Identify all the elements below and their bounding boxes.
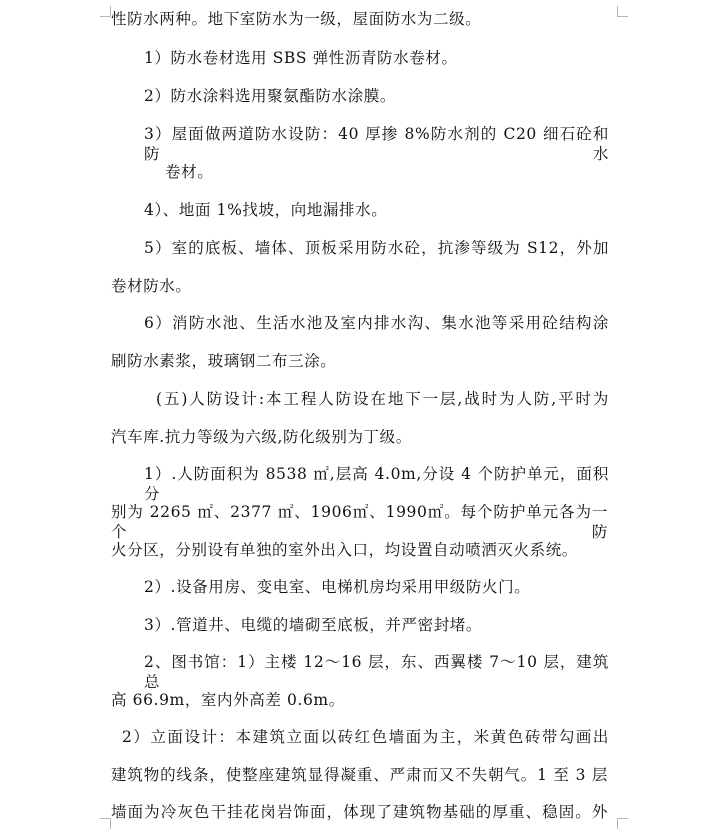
text-line-11: (五)人防设计:本工程人防设在地下一层,战时为人防,平时为 bbox=[156, 390, 609, 408]
text-line-1: 性防水两种。地下室防水为一级，屋面防水为二级。 bbox=[111, 10, 482, 28]
text-line-20: 2）立面设计：本建筑立面以砖红色墙面为主，米黄色砖带勾画出 bbox=[122, 728, 609, 746]
text-line-13: 1）.人防面积为 8538 ㎡,层高 4.0m,分设 4 个防护单元，面积分 bbox=[144, 465, 609, 503]
text-line-2: 1）防水卷材选用 SBS 弹性沥青防水卷材。 bbox=[144, 49, 458, 67]
text-line-19: 高 66.9m，室内外高差 0.6m。 bbox=[111, 691, 345, 709]
text-line-14: 别为 2265 ㎡、2377 ㎡、1906㎡、1990㎡。每个防护单元各为一个防 bbox=[111, 503, 608, 541]
text-line-21: 建筑物的线条，使整座建筑显得凝重、严肃而又不失朝气。1 至 3 层 bbox=[111, 766, 608, 784]
text-line-5: 卷材。 bbox=[165, 163, 214, 181]
page-corner-mark-top-left bbox=[100, 6, 111, 17]
text-line-16: 2）.设备用房、变电室、电梯机房均采用甲级防火门。 bbox=[144, 578, 531, 596]
text-line-9: 6）消防水池、生活水池及室内排水沟、集水池等采用砼结构涂 bbox=[144, 314, 609, 332]
text-line-4: 3）屋面做两道防水设防：40 厚掺 8%防水剂的 C20 细石砼和防水 bbox=[144, 125, 609, 163]
page-corner-mark-bottom-left bbox=[100, 818, 111, 829]
text-line-12: 汽车库.抗力等级为六级,防化级别为丁级。 bbox=[111, 428, 412, 446]
text-line-3: 2）防水涂料选用聚氨酯防水涂膜。 bbox=[144, 87, 396, 105]
page-corner-mark-top-right bbox=[617, 6, 628, 17]
text-line-18: 2、图书馆：1）主楼 12～16 层，东、西翼楼 7～10 层，建筑总 bbox=[144, 653, 609, 691]
text-line-7: 5）室的底板、墙体、顶板采用防水砼，抗渗等级为 S12，外加 bbox=[144, 239, 609, 257]
text-line-22: 墙面为冷灰色干挂花岗岩饰面，体现了建筑物基础的厚重、稳固。外 bbox=[111, 803, 608, 821]
text-line-15: 火分区，分别设有单独的室外出入口，均设置自动喷洒灭火系统。 bbox=[111, 541, 578, 559]
text-line-8: 卷材防水。 bbox=[111, 277, 192, 295]
text-line-10: 刷防水素浆，玻璃钢二布三涂。 bbox=[111, 352, 337, 370]
text-line-17: 3）.管道井、电缆的墙砌至底板，并严密封堵。 bbox=[144, 616, 482, 634]
page-corner-mark-bottom-right bbox=[617, 818, 628, 829]
text-line-6: 4）、地面 1%找坡，向地漏排水。 bbox=[144, 201, 388, 219]
